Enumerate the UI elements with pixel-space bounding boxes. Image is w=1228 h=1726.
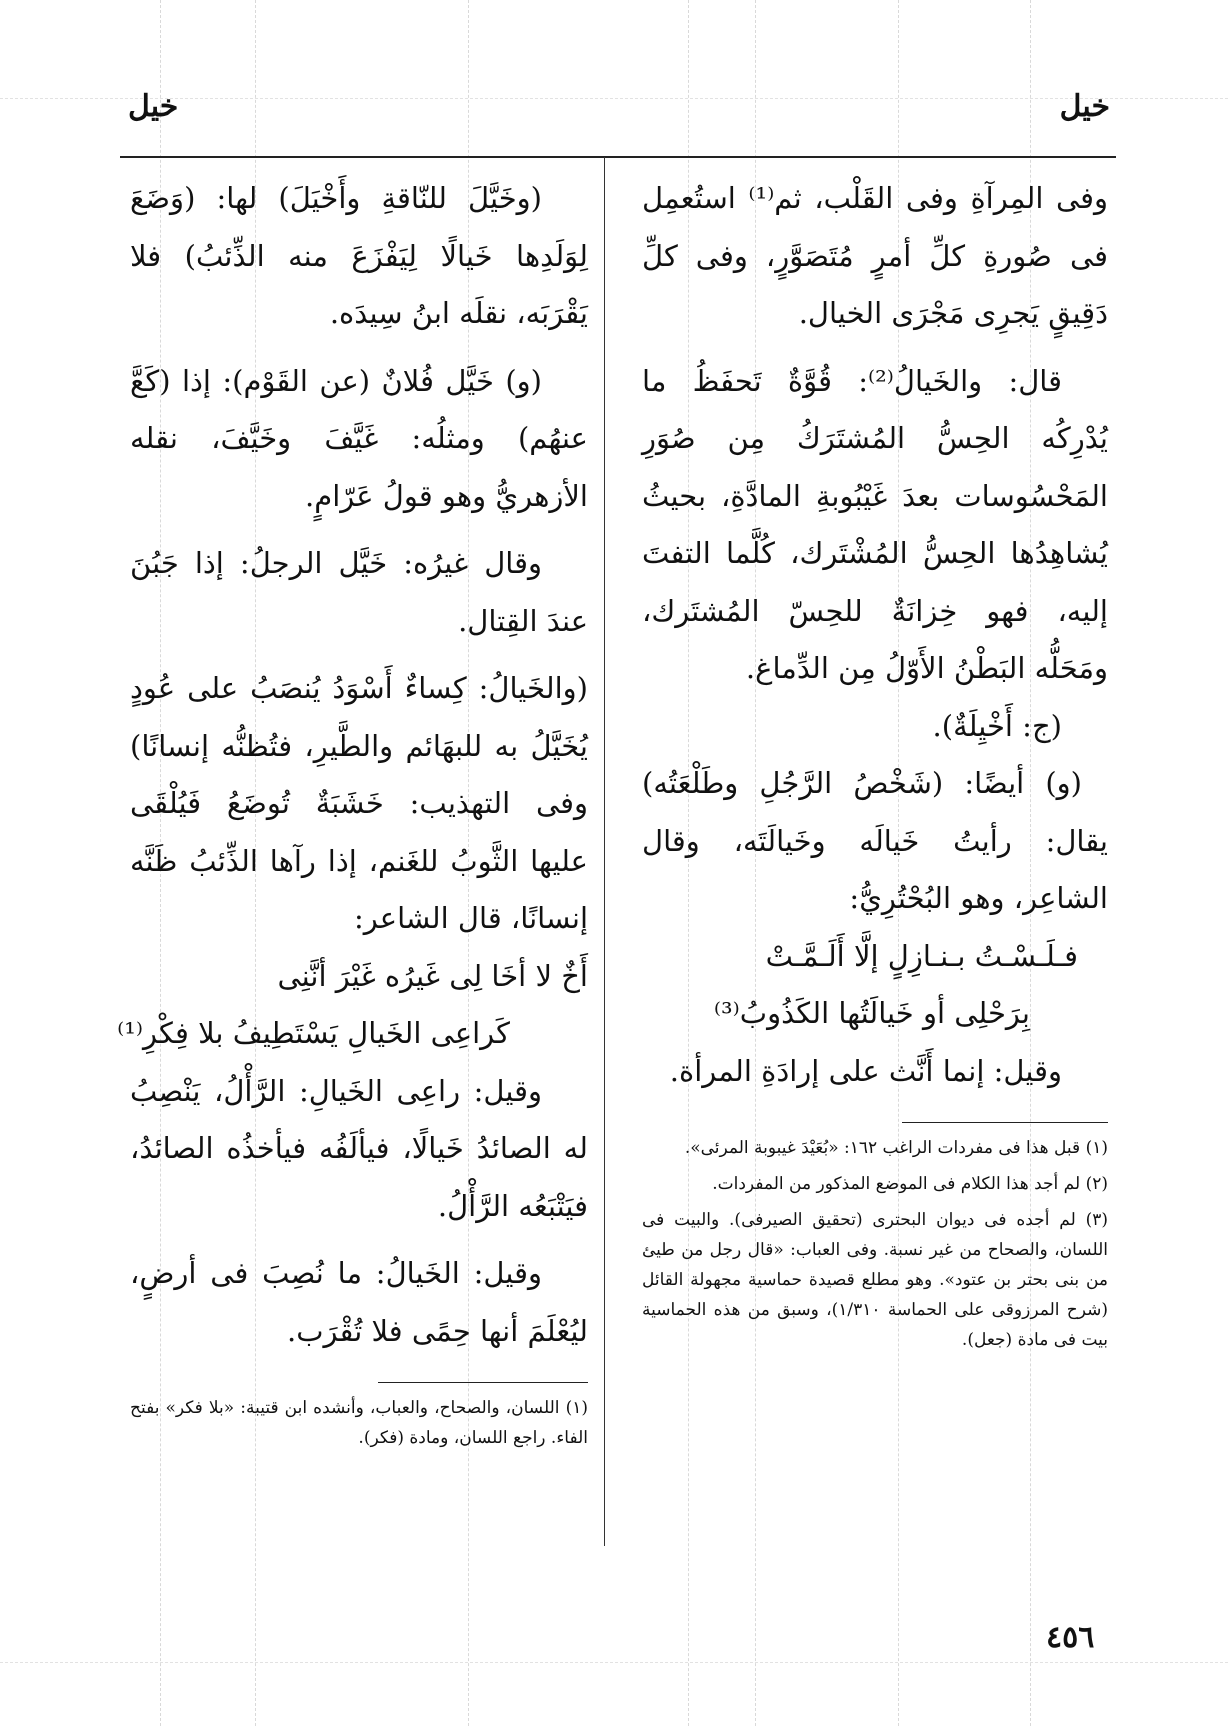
paragraph: (وخَيَّلَ للنّاقةِ وأَخْيَلَ) لها: (وَضَعَ لِوَلَدِها خَيالًا لِيَفْزَعَ منه الذِّئبُ) فلا يَقْرَبَه، نقلَه ابنُ سِيدَه. [130, 181, 588, 330]
page-number: ٤٥٦ [1046, 1620, 1095, 1655]
left-column [117, 170, 588, 1459]
paragraph: قال: والخَيالُ⁽²⁾: قُوَّةٌ تَحفَظُ ما يُدْرِكُه الحِسُّ المُشتَرَكُ مِن صُوَرِ المَحْسُوسات بعدَ غَيْبُوبةِ المادَّةِ، بحيثُ يُشاهِدُها الحِسُّ المُشْتَرك، كُلَّما التفتَ إليه، فهو خِزانَةٌ للحِسّ المُشتَرك، ومَحَلُّه البَطْنُ الأَوّلُ مِن الدِّماغ. [642, 363, 1108, 685]
paragraph: وفى المِرآةِ وفى القَلْب، ثم⁽¹⁾ استُعمِل فى صُورةِ كلِّ أمرٍ مُتَصَوَّرٍ، وفى كلِّ دَقِيقٍ يَجرِى مَجْرَى الخيال. [642, 181, 1109, 330]
verse-line: أَخٌ لا أخَا لِى غَيرُه غَيْرَ أنَّنِى [277, 958, 588, 993]
paragraph: وقيل: الخَيالُ: ما نُصِبَ فى أرضٍ، ليُعْلَمَ أنها حِمًى فلا تُقْرَب. [130, 1256, 588, 1348]
running-header-right: خيل [1059, 89, 1110, 124]
paragraph: (و) أيضًا: (شَخْصُ الرَّجُلِ وطَلْعَتُه) يقال: رأيتُ خَيالَه وخَيالَتَه، وقال الشاعِر، وهو البُحْتُرِيُّ: [642, 766, 1108, 915]
header-rule [120, 156, 1116, 158]
verse-line: كَراعِى الخَيالِ يَسْتَطِيفُ بلا فِكْرِ⁽¹⁾ [117, 1016, 510, 1050]
column-divider [604, 157, 605, 1546]
footnote: (١) اللسان، والصحاح، والعباب، وأنشده ابن قتيبة: «بلا فكر» بفتح الفاء. راجع اللسان، ومادة (فكر). [130, 1398, 588, 1448]
paragraph: وقيل: إنما أَنَّث على إرادَةِ المرأة. [669, 1053, 1062, 1088]
paragraph: (و) خَيَّل فُلانٌ (عن القَوْم): إذا (كَعَّ عنهُم) ومثلُه: غَيَّفَ وخَيَّفَ، نقله الأزهريُّ وهو قولُ عَرّامٍ. [130, 363, 588, 513]
paragraph: وقال غيرُه: خَيَّل الرجلُ: إذا جَبُنَ عندَ القِتال. [130, 546, 588, 638]
footnote: (٣) لم أجده فى ديوان البحترى (تحقيق الصيرفى). والبيت فى اللسان، والصحاح من غير نسبة. وفى العباب: «قال رجل من طيئ من بنى بحتر بن عتود». وهو مطلع قصيدة حماسية مجهولة القائل (شرح المرزوقى على الحماسة ١/٣١٠)، وسبق من هذه الحماسية بيت فى مادة (جعل). [642, 1210, 1108, 1350]
paragraph: وقيل: راعِى الخَيالِ: الرَّأْلُ، يَنْصِبُ له الصائدُ خَيالًا، فيألَفُه فيأخذُه الصائدُ، فيَتْبَعُه الرَّأْلُ. [130, 1073, 588, 1223]
footnote: (١) قبل هذا فى مفردات الراغب ١٦٢: «بُعَيْدَ غيبوبة المرئى». [684, 1138, 1108, 1158]
paragraph: (ج: أَخْيِلَةٌ). [932, 708, 1062, 743]
verse-line: بِرَحْلِى أو خَيالَتُها الكَذُوبُ⁽³⁾ [713, 996, 1030, 1030]
right-column [642, 170, 1108, 1361]
running-header-left: خيل [128, 89, 179, 124]
footnote-rule [902, 1122, 1108, 1123]
footnote: (٢) لم أجد هذا الكلام فى الموضع المذكور من المفردات. [712, 1174, 1108, 1194]
scan-guide-line [0, 1662, 1228, 1663]
scan-guide-line [0, 98, 1228, 99]
footnote-rule [378, 1382, 588, 1383]
paragraph: (والخَيالُ: كِساءٌ أَسْوَدُ يُنصَبُ على عُودٍ يُخَيَّلُ به للبهَائم والطَّيرِ، فتُظنُّه إنسانًا) وفى التهذيب: خَشَبَةٌ تُوضَعُ فَيُلْقَى عليها الثَّوبُ للغَنم، إذا رآها الذِّئبُ ظَنَّه إنسانًا، قال الشاعر: [130, 671, 588, 935]
verse-line: فـلَـسْـتُ بـنـازِلٍ إلَّا أَلَـمَّـتْ [765, 938, 1078, 973]
